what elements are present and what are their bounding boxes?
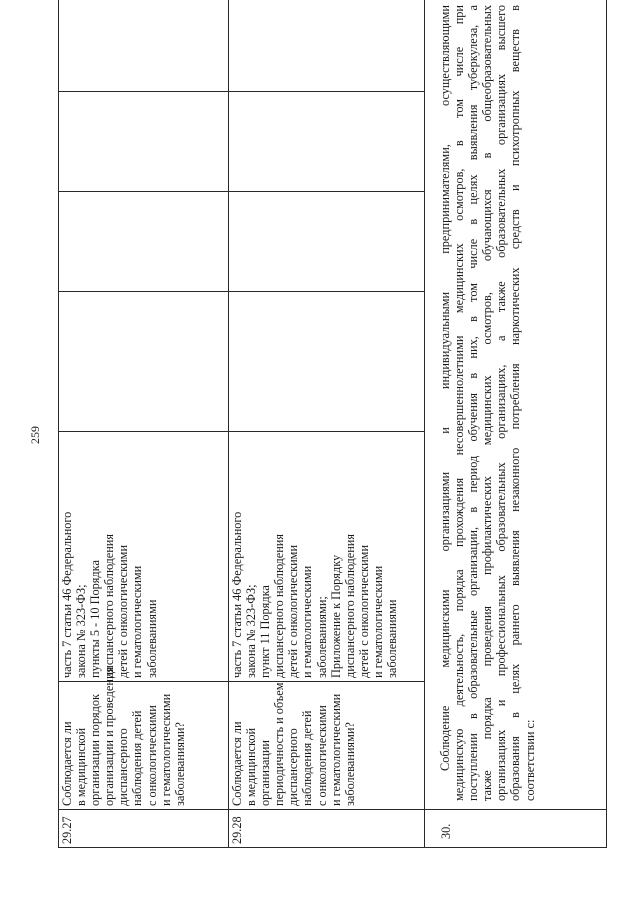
question-line: и гематологическими	[158, 693, 173, 806]
question-line: наблюдения детей	[130, 710, 145, 806]
reference-line: и гематологическими	[130, 565, 145, 678]
answer-cell	[59, 192, 229, 292]
section-row	[425, 0, 607, 848]
reference-line: и гематологическими	[300, 565, 315, 678]
answer-cell	[59, 292, 229, 432]
question-line: с онкологическими	[144, 705, 159, 806]
answer-cell	[59, 92, 229, 192]
answer-cell	[229, 292, 425, 432]
row-number: 29.28	[229, 810, 425, 848]
section-text-line: Соблюдение медицинскими организациями и индивидуальными предпринимателями, осуществляющими	[438, 5, 452, 771]
question-line: в медицинской	[244, 727, 259, 806]
question-line: и гематологическими	[328, 693, 343, 806]
question-line: заболеваниями?	[342, 722, 357, 806]
answer-cell	[229, 192, 425, 292]
note-cell	[59, 0, 229, 92]
note-cell	[229, 0, 425, 92]
reference-line: заболеваниями;	[314, 596, 329, 678]
question-cell	[59, 666, 229, 810]
section-text-line: организациях и профессиональных образовательных организациях, а также образовательных организациях высшего	[494, 5, 509, 801]
question-line: в медицинской	[74, 727, 89, 806]
reference-line: детей с онкологическими	[356, 544, 371, 678]
rotated-table-container	[58, 0, 634, 848]
question-line: наблюдения детей	[300, 710, 315, 806]
reference-line: пункт 11 Порядка	[258, 585, 273, 678]
section-number: 30.	[425, 810, 607, 848]
question-line: Соблюдается ли	[230, 721, 244, 806]
reference-line: заболеваниями	[385, 599, 400, 678]
question-line: организации	[258, 739, 273, 806]
reference-line: часть 7 статьи 46 Федерального	[60, 511, 74, 678]
checklist-table	[58, 0, 607, 848]
reference-line: пункты 5 - 10 Порядка	[88, 560, 103, 678]
reference-line: диспансерного наблюдения	[102, 533, 117, 678]
section-text-line: поступлении в образовательные организации, в период обучения в них, в том числе в целях выявления туберкулеза, а	[466, 5, 481, 801]
question-line: организации порядок	[88, 693, 103, 806]
reference-cell	[229, 432, 425, 682]
reference-line: диспансерного наблюдения	[272, 533, 287, 678]
row-number: 29.27	[59, 810, 229, 848]
reference-line: заболеваниями	[144, 599, 159, 678]
section-text	[425, 0, 607, 810]
reference-line: часть 7 статьи 46 Федерального	[230, 511, 244, 678]
question-line: периодичность и объем	[272, 682, 287, 806]
question-line: организации и проведения	[102, 666, 117, 806]
reference-line: детей с онкологическими	[116, 544, 131, 678]
reference-line: Приложение к Порядку	[328, 554, 343, 678]
section-text-line: соответствии с:	[522, 719, 537, 801]
question-line: Соблюдается ли	[60, 721, 74, 806]
reference-line: закона № 323-ФЗ;	[244, 584, 259, 678]
reference-line: и гематологическими	[370, 565, 385, 678]
table-row	[59, 0, 229, 848]
page-number: 259	[28, 426, 42, 444]
question-line: заболеваниями?	[172, 722, 187, 806]
question-cell	[229, 682, 425, 810]
section-text-line: медицинскую деятельность, порядка прохождения несовершеннолетними медицинских осмотров, в том числе при	[452, 5, 467, 801]
question-line: диспансерного	[116, 728, 131, 806]
reference-line: детей с онкологическими	[286, 544, 301, 678]
reference-cell	[59, 432, 229, 682]
section-text-line: образования в целях раннего выявления незаконного потребления наркотических средств и психотропных веществ в	[508, 5, 523, 801]
question-line: с онкологическими	[314, 705, 329, 806]
section-text-line: также порядка проведения профилактических медицинских осмотров, обучающихся в общеобразовательных	[480, 5, 495, 801]
answer-cell	[229, 92, 425, 192]
table-row	[229, 0, 425, 848]
question-line: диспансерного	[286, 728, 301, 806]
reference-line: закона № 323-ФЗ;	[74, 584, 89, 678]
reference-line: диспансерного наблюдения	[342, 533, 357, 678]
